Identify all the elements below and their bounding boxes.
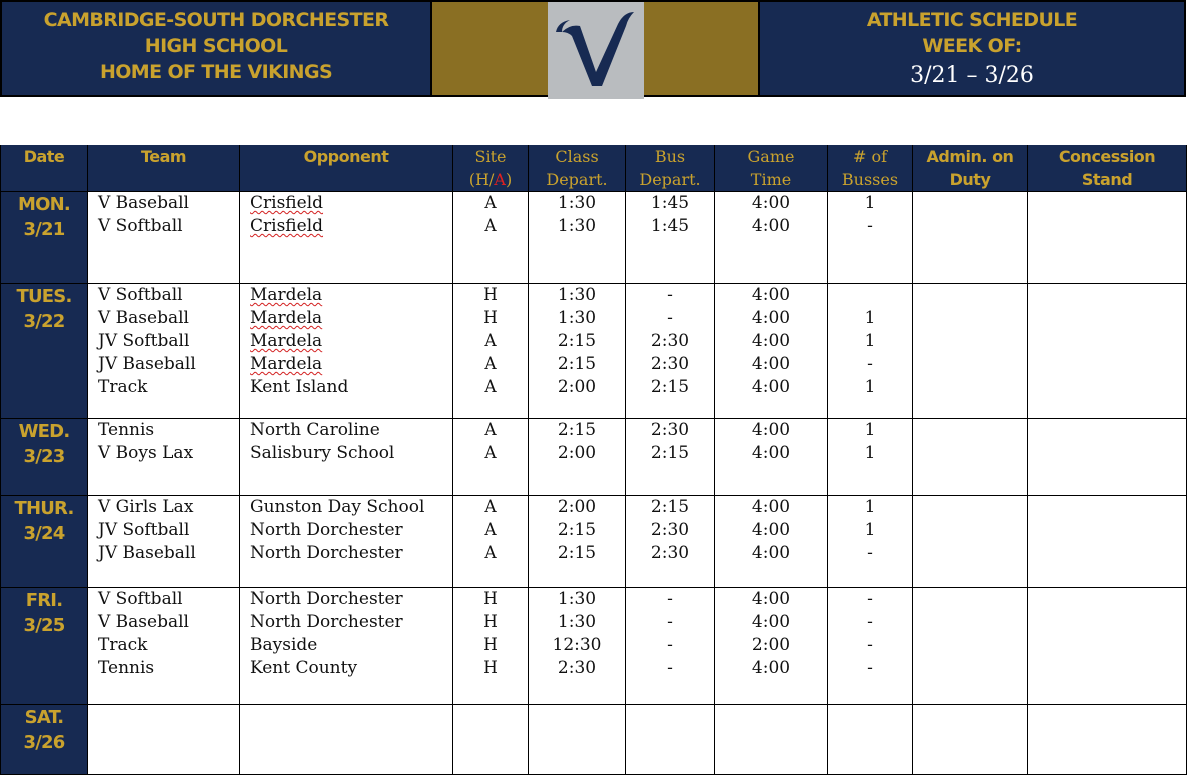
table-cell-line: 2:15 — [650, 443, 690, 463]
table-cell-line: 4:00 — [751, 377, 791, 397]
table-cell-line: A — [484, 420, 497, 440]
table-cell-line: 1:45 — [650, 216, 690, 236]
game-time-cell — [715, 419, 828, 496]
table-cell-line: JV Softball — [98, 520, 190, 540]
class-depart-cell — [529, 192, 626, 284]
site-cell — [453, 705, 529, 775]
day-row — [1, 588, 1187, 705]
table-cell-line: H — [483, 285, 498, 305]
table-cell-line: North Dorchester — [250, 520, 403, 540]
table-cell-line: A — [484, 377, 497, 397]
table-cell-line: A — [484, 543, 497, 563]
table-cell-line: Bayside — [250, 635, 318, 655]
day-date: 3/25 — [23, 615, 65, 636]
table-cell-line: 1 — [864, 497, 876, 517]
day-cell — [1, 705, 88, 775]
table-cell-line: - — [867, 589, 873, 609]
table-cell-line: A — [484, 520, 497, 540]
table-cell-line: - — [667, 285, 673, 305]
team-cell — [88, 588, 240, 705]
table-cell-line: 2:15 — [557, 354, 597, 374]
school-name-block — [2, 2, 430, 95]
schedule-title-block — [760, 2, 1184, 95]
site-cell — [453, 284, 529, 419]
table-cell-line: V Boys Lax — [98, 443, 194, 463]
admin-duty-cell — [913, 496, 1028, 588]
table-cell-line: 4:00 — [751, 420, 791, 440]
schedule-title: ATHLETIC SCHEDULE — [866, 9, 1078, 31]
table-cell-line: - — [867, 635, 873, 655]
opponent-cell — [240, 496, 453, 588]
table-cell-line: - — [667, 635, 673, 655]
day-name: FRI. — [25, 590, 63, 611]
school-name-line2: HIGH SCHOOL — [144, 35, 288, 57]
day-name: SAT. — [24, 707, 64, 728]
table-cell-line: 2:00 — [751, 635, 791, 655]
team-cell — [88, 496, 240, 588]
table-cell-line: North Caroline — [250, 420, 380, 440]
admin-duty-cell — [913, 419, 1028, 496]
col-busses: # of Busses — [828, 145, 913, 192]
table-cell-line: 2:30 — [650, 354, 690, 374]
table-cell-line: 1 — [864, 443, 876, 463]
table-cell-line: - — [667, 308, 673, 328]
col-concession: Concession Stand — [1028, 145, 1187, 192]
site-cell — [453, 192, 529, 284]
opponent-cell — [240, 284, 453, 419]
busses-cell — [828, 192, 913, 284]
table-cell-line: 1 — [864, 308, 876, 328]
table-cell-line: 2:00 — [557, 377, 597, 397]
class-depart-cell — [529, 705, 626, 775]
opponent-cell — [240, 705, 453, 775]
table-cell-line: A — [484, 443, 497, 463]
concession-cell — [1028, 496, 1187, 588]
bus-depart-cell — [626, 705, 715, 775]
table-cell-line: 2:00 — [557, 497, 597, 517]
table-cell-line: A — [484, 331, 497, 351]
table-cell-line: 2:30 — [650, 420, 690, 440]
table-cell-line: H — [483, 612, 498, 632]
table-cell-line: 2:00 — [557, 443, 597, 463]
table-cell-line: 12:30 — [552, 635, 602, 655]
site-cell — [453, 419, 529, 496]
class-depart-cell — [529, 419, 626, 496]
bus-depart-cell — [626, 588, 715, 705]
table-cell-line: Crisfield — [250, 193, 324, 213]
day-row — [1, 192, 1187, 284]
concession-cell — [1028, 419, 1187, 496]
busses-cell — [828, 496, 913, 588]
bus-depart-cell — [626, 192, 715, 284]
table-cell-line: Kent County — [250, 658, 358, 678]
table-cell-line: 4:00 — [751, 193, 791, 213]
table-cell-line: Track — [98, 635, 148, 655]
day-name: MON. — [18, 194, 70, 215]
table-cell-line: - — [867, 658, 873, 678]
game-time-cell — [715, 192, 828, 284]
table-cell-line: 2:30 — [650, 520, 690, 540]
table-cell-line: 1 — [864, 420, 876, 440]
vikings-v-icon — [548, 2, 644, 99]
day-cell — [1, 192, 88, 284]
table-cell-line: 4:00 — [751, 497, 791, 517]
table-cell-line: North Dorchester — [250, 589, 403, 609]
table-cell-line: V Baseball — [98, 193, 189, 213]
col-bus-depart: Bus Depart. — [626, 145, 715, 192]
table-cell-line: 1:45 — [650, 193, 690, 213]
table-cell-line: H — [483, 658, 498, 678]
admin-duty-cell — [913, 588, 1028, 705]
bus-depart-cell — [626, 284, 715, 419]
table-cell-line: 2:15 — [557, 331, 597, 351]
table-cell-line: V Baseball — [98, 308, 189, 328]
table-cell-line: H — [483, 589, 498, 609]
game-time-cell — [715, 588, 828, 705]
table-cell-line: JV Baseball — [98, 354, 196, 374]
vikings-logo — [548, 2, 644, 99]
day-name: WED. — [18, 421, 70, 442]
site-cell — [453, 588, 529, 705]
table-cell-line: 4:00 — [751, 658, 791, 678]
header-banner — [0, 0, 1186, 97]
table-cell-line: Tennis — [98, 420, 155, 440]
table-cell-line: A — [484, 497, 497, 517]
bus-depart-cell — [626, 419, 715, 496]
table-cell-line: Kent Island — [250, 377, 349, 397]
table-cell-line: Mardela — [250, 285, 323, 305]
col-team: Team — [88, 145, 240, 192]
team-cell — [88, 705, 240, 775]
table-cell-line: Crisfield — [250, 216, 324, 236]
table-cell-line: Mardela — [250, 331, 323, 351]
school-name-line1: CAMBRIDGE-SOUTH DORCHESTER — [43, 9, 389, 31]
table-cell-line: 4:00 — [751, 216, 791, 236]
table-cell-line: 4:00 — [751, 443, 791, 463]
day-cell — [1, 284, 88, 419]
table-cell-line: JV Baseball — [98, 543, 196, 563]
day-date: 3/23 — [23, 446, 65, 467]
team-cell — [88, 419, 240, 496]
opponent-cell — [240, 588, 453, 705]
day-date: 3/21 — [23, 219, 65, 240]
game-time-cell — [715, 284, 828, 419]
day-row — [1, 284, 1187, 419]
table-cell-line: 4:00 — [751, 612, 791, 632]
team-cell — [88, 192, 240, 284]
day-row — [1, 705, 1187, 775]
table-cell-line: 2:30 — [650, 543, 690, 563]
table-cell-line: North Dorchester — [250, 612, 403, 632]
table-cell-line: V Softball — [98, 216, 183, 236]
table-cell-line: North Dorchester — [250, 543, 403, 563]
table-header-row — [1, 145, 1187, 192]
table-cell-line: - — [867, 612, 873, 632]
table-cell-line — [828, 284, 912, 307]
table-cell-line: 2:15 — [650, 497, 690, 517]
table-cell-line: 4:00 — [751, 589, 791, 609]
day-cell — [1, 588, 88, 705]
week-dates: 3/21 – 3/26 — [910, 63, 1034, 88]
day-cell — [1, 496, 88, 588]
concession-cell — [1028, 705, 1187, 775]
col-admin: Admin. on Duty — [913, 145, 1028, 192]
opponent-cell — [240, 419, 453, 496]
game-time-cell — [715, 496, 828, 588]
table-cell-line: 2:15 — [557, 520, 597, 540]
game-time-cell — [715, 705, 828, 775]
table-cell-line: - — [667, 658, 673, 678]
admin-duty-cell — [913, 284, 1028, 419]
concession-cell — [1028, 192, 1187, 284]
table-cell-line: Track — [98, 377, 148, 397]
day-name: THUR. — [14, 498, 74, 519]
table-cell-line: - — [867, 543, 873, 563]
table-cell-line: 2:15 — [557, 420, 597, 440]
table-cell-line: 1:30 — [557, 589, 597, 609]
concession-cell — [1028, 588, 1187, 705]
table-cell-line: V Softball — [98, 285, 183, 305]
opponent-cell — [240, 192, 453, 284]
site-cell — [453, 496, 529, 588]
week-of-label: WEEK OF: — [922, 35, 1022, 57]
admin-duty-cell — [913, 705, 1028, 775]
day-date: 3/22 — [23, 311, 65, 332]
school-motto: HOME OF THE VIKINGS — [99, 61, 333, 83]
table-cell-line: Mardela — [250, 354, 323, 374]
table-cell-line: - — [667, 589, 673, 609]
table-cell-line: - — [667, 612, 673, 632]
busses-cell — [828, 419, 913, 496]
busses-cell — [828, 588, 913, 705]
table-cell-line: H — [483, 635, 498, 655]
table-cell-line: Gunston Day School — [250, 497, 425, 517]
day-row — [1, 496, 1187, 588]
admin-duty-cell — [913, 192, 1028, 284]
table-cell-line: 1:30 — [557, 216, 597, 236]
table-cell-line: 4:00 — [751, 354, 791, 374]
schedule-table — [0, 145, 1187, 775]
table-cell-line: 2:15 — [557, 543, 597, 563]
class-depart-cell — [529, 588, 626, 705]
table-cell-line: JV Softball — [98, 331, 190, 351]
table-cell-line: 4:00 — [751, 543, 791, 563]
table-cell-line: A — [484, 354, 497, 374]
concession-cell — [1028, 284, 1187, 419]
table-cell-line: 4:00 — [751, 308, 791, 328]
busses-cell — [828, 705, 913, 775]
table-cell-line: Tennis — [98, 658, 155, 678]
table-cell-line: Salisbury School — [250, 443, 395, 463]
table-cell-line: Mardela — [250, 308, 323, 328]
team-cell — [88, 284, 240, 419]
table-cell-line: 1 — [864, 377, 876, 397]
logo-panel — [430, 2, 760, 95]
table-cell-line: 4:00 — [751, 331, 791, 351]
table-cell-line: A — [484, 193, 497, 213]
table-cell-line: 1 — [864, 193, 876, 213]
class-depart-cell — [529, 284, 626, 419]
table-cell-line: 2:30 — [557, 658, 597, 678]
col-opponent: Opponent — [240, 145, 453, 192]
table-cell-line: 1 — [864, 520, 876, 540]
busses-cell — [828, 284, 913, 419]
col-date: Date — [1, 145, 88, 192]
table-cell-line: 4:00 — [751, 520, 791, 540]
table-cell-line: - — [867, 216, 873, 236]
class-depart-cell — [529, 496, 626, 588]
day-row — [1, 419, 1187, 496]
table-cell-line: 2:30 — [650, 331, 690, 351]
table-cell-line: A — [484, 216, 497, 236]
day-date: 3/24 — [23, 523, 65, 544]
table-cell-line: 1:30 — [557, 285, 597, 305]
table-cell-line: V Girls Lax — [98, 497, 194, 517]
bus-depart-cell — [626, 496, 715, 588]
day-date: 3/26 — [23, 732, 65, 753]
col-class-depart: Class Depart. — [529, 145, 626, 192]
table-cell-line: 1:30 — [557, 308, 597, 328]
table-cell-line: 1:30 — [557, 193, 597, 213]
table-cell-line: H — [483, 308, 498, 328]
table-cell-line: 1 — [864, 331, 876, 351]
table-cell-line: 2:15 — [650, 377, 690, 397]
day-name: TUES. — [16, 286, 72, 307]
table-cell-line: V Softball — [98, 589, 183, 609]
table-cell-line: - — [867, 354, 873, 374]
col-game-time: Game Time — [715, 145, 828, 192]
table-cell-line: 1:30 — [557, 612, 597, 632]
table-cell-line: 4:00 — [751, 285, 791, 305]
day-cell — [1, 419, 88, 496]
col-site: Site (H/A) — [453, 145, 529, 192]
table-cell-line: V Baseball — [98, 612, 189, 632]
